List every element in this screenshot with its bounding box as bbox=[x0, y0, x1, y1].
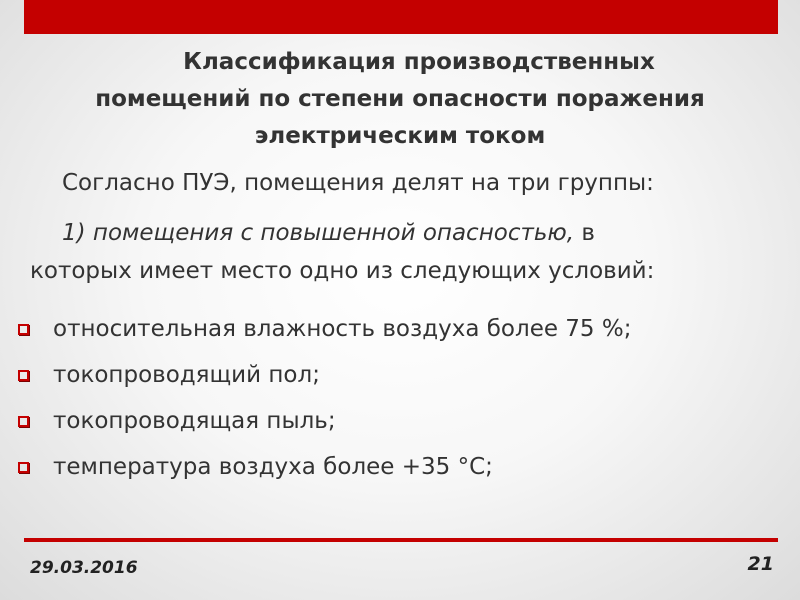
checkbox-icon bbox=[18, 324, 29, 335]
checkbox-icon bbox=[18, 370, 29, 381]
footer-divider bbox=[24, 538, 778, 542]
page-number: 21 bbox=[747, 553, 774, 575]
list-item bbox=[18, 352, 631, 398]
list-item-text: токопроводящий пол; bbox=[53, 362, 320, 388]
checkbox-icon bbox=[18, 462, 29, 473]
list-item bbox=[18, 306, 631, 352]
top-accent-bar bbox=[24, 0, 778, 34]
title-line-2: помещений по степени опасности поражения bbox=[95, 86, 705, 112]
slide-title bbox=[40, 44, 760, 155]
list-item-text: токопроводящая пыль; bbox=[53, 408, 336, 434]
intro-text: Согласно ПУЭ, помещения делят на три группы: bbox=[62, 170, 654, 196]
title-line-1: Классификация производственных bbox=[183, 49, 655, 75]
list-item-text: температура воздуха более +35 °С; bbox=[53, 454, 493, 480]
list-item bbox=[18, 398, 631, 444]
group-1-italic: 1) помещения с повышенной опасностью, bbox=[62, 220, 575, 246]
list-item-text: относительная влажность воздуха более 75 %; bbox=[53, 316, 632, 342]
group-1-heading bbox=[62, 220, 800, 246]
checkbox-icon bbox=[18, 416, 29, 427]
conditions-list bbox=[18, 306, 631, 490]
list-item bbox=[18, 444, 631, 490]
title-line-3: электрическим током bbox=[254, 123, 546, 149]
group-1-continuation: которых имеет место одно из следующих условий: bbox=[30, 258, 655, 284]
footer-date: 29.03.2016 bbox=[30, 558, 138, 578]
group-1-regular: в bbox=[574, 220, 595, 246]
